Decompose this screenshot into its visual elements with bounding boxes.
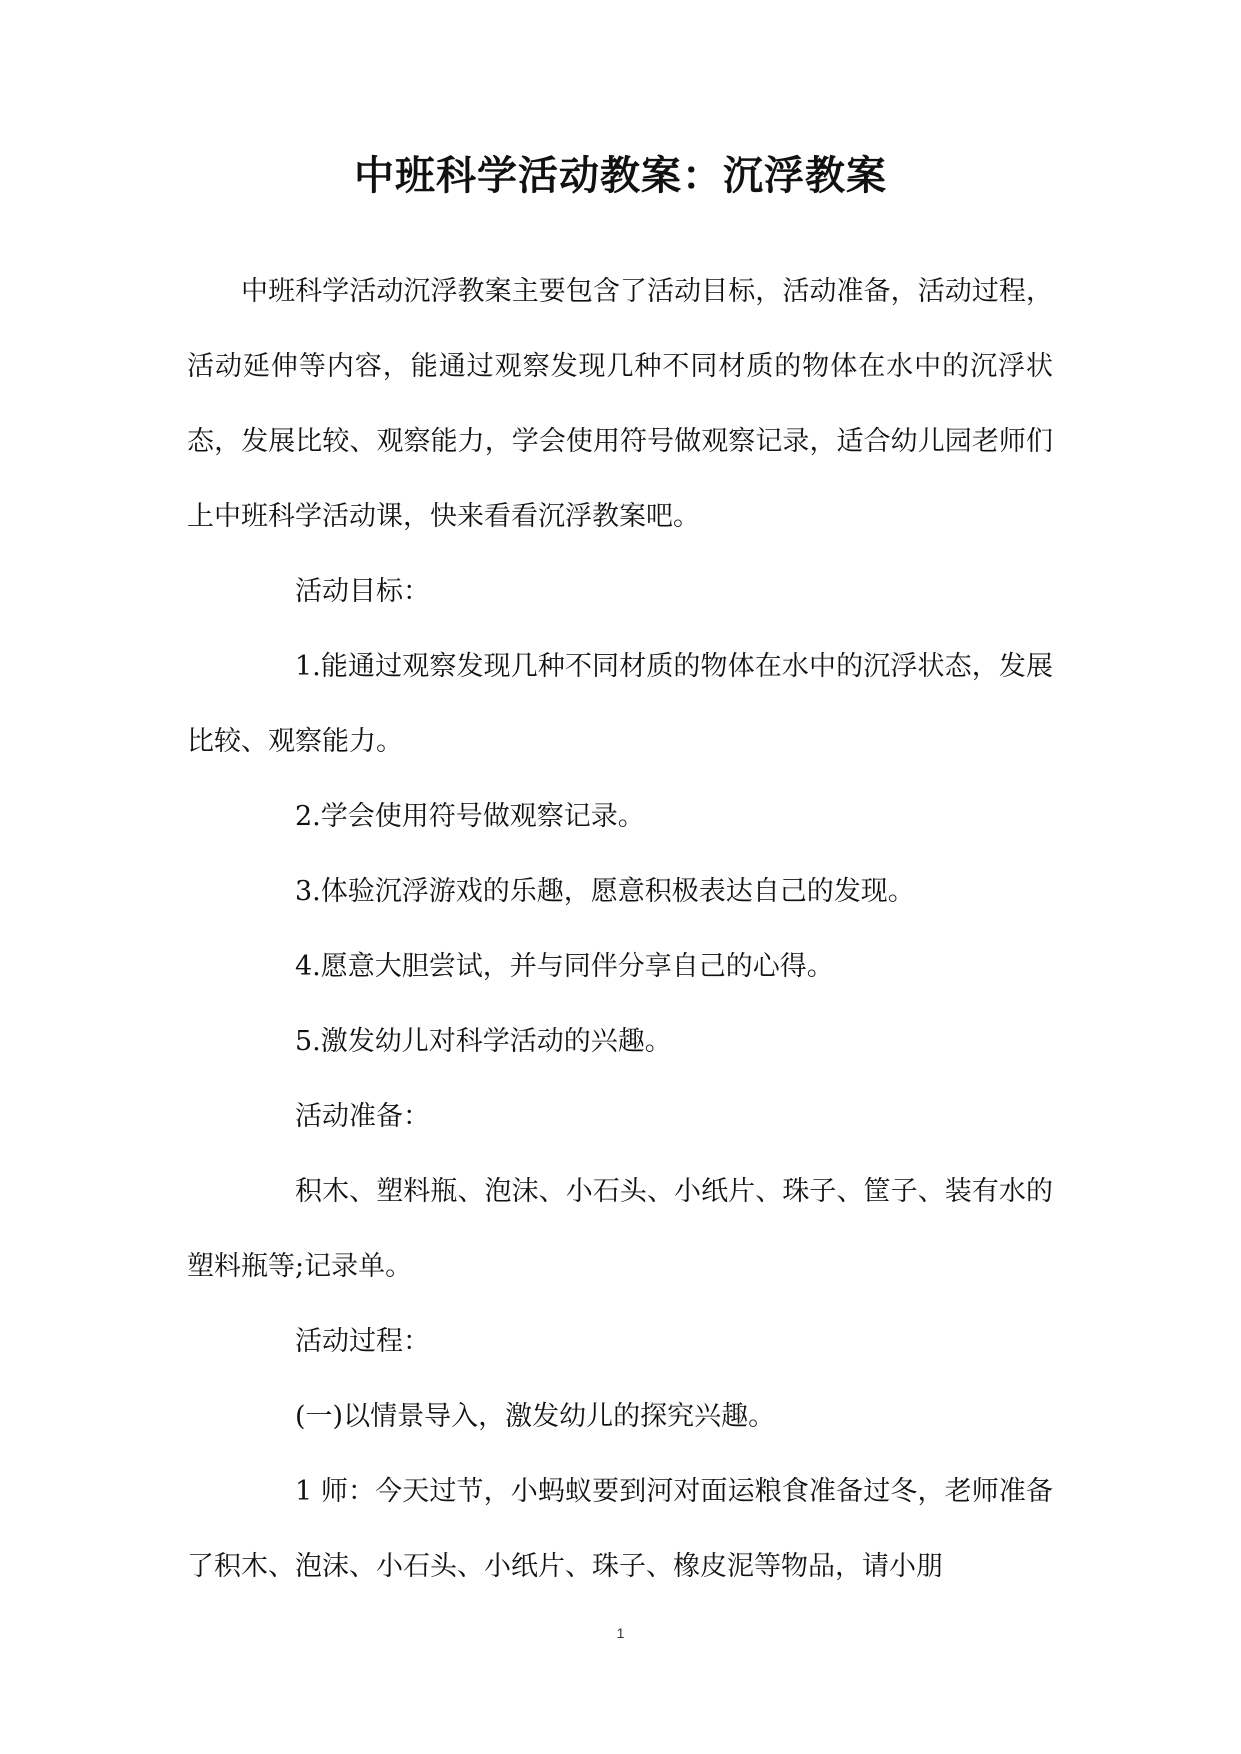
- objective-item: 1.能通过观察发现几种不同材质的物体在水中的沉浮状态，发展比较、观察能力。: [187, 651, 1053, 757]
- process-step-paragraph: 1 师：今天过节，小蚂蚁要到河对面运粮食准备过冬，老师准备了积木、泡沫、小石头、小纸片、珠子、橡皮泥等物品，请小朋: [187, 1476, 1053, 1582]
- document-title: 中班科学活动教案：沉浮教案: [354, 152, 887, 199]
- objective-item: 5.激发幼儿对科学活动的兴趣。: [295, 1026, 672, 1057]
- document-body: [187, 254, 1053, 1604]
- page-number: 1: [616, 1625, 625, 1641]
- intro-paragraph: 中班科学活动沉浮教案主要包含了活动目标，活动准备，活动过程，活动延伸等内容，能通过观察发现几种不同材质的物体在水中的沉浮状态，发展比较、观察能力，学会使用符号做观察记录，适合幼儿园老师们上中班科学活动课，快来看看沉浮教案吧。: [187, 276, 1053, 532]
- objective-item: 3.体验沉浮游戏的乐趣，愿意积极表达自己的发现。: [295, 876, 915, 907]
- preparation-paragraph: 积木、塑料瓶、泡沫、小石头、小纸片、珠子、筐子、装有水的塑料瓶等;记录单。: [187, 1176, 1053, 1282]
- section-heading-objectives: 活动目标：: [295, 576, 430, 607]
- objective-item: 4.愿意大胆尝试，并与同伴分享自己的心得。: [295, 951, 834, 982]
- section-heading-process: 活动过程：: [295, 1326, 430, 1357]
- process-step-heading: (一)以情景导入，激发幼儿的探究兴趣。: [295, 1401, 776, 1432]
- objective-item: 2.学会使用符号做观察记录。: [295, 801, 645, 832]
- section-heading-preparation: 活动准备：: [295, 1101, 430, 1132]
